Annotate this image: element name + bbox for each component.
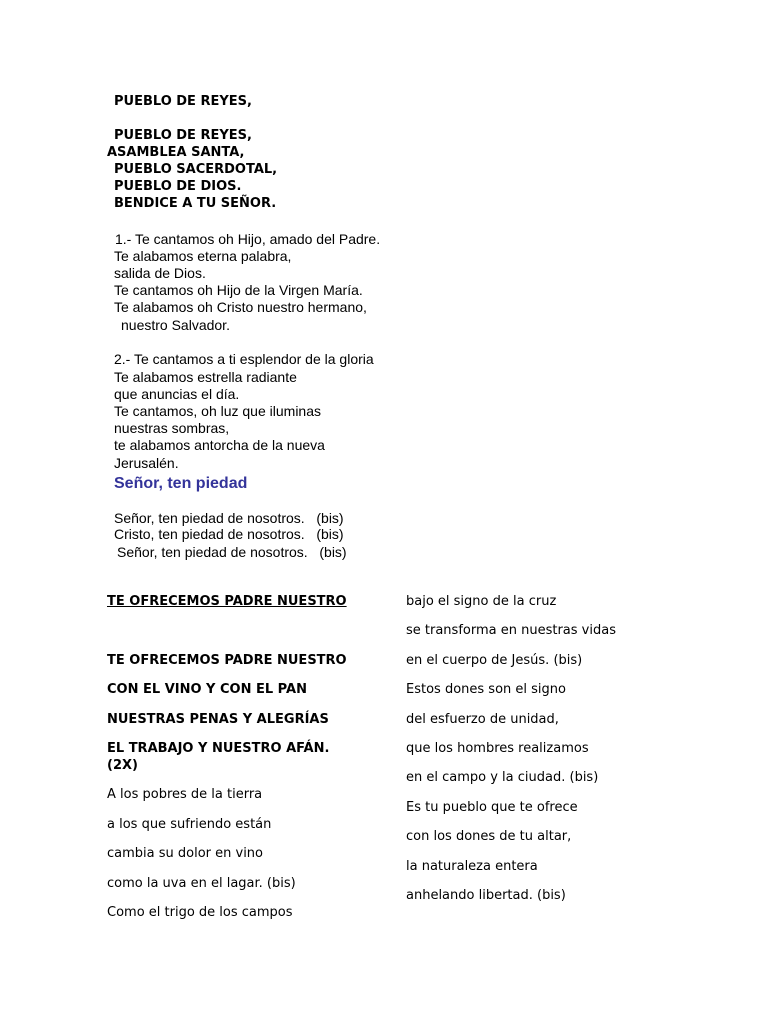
verse-line: Señor, ten piedad de nosotros. (bis) (114, 510, 344, 526)
chorus-line: PUEBLO SACERDOTAL, (114, 162, 278, 177)
verse-line: Señor, ten piedad de nosotros. (bis) (117, 544, 347, 560)
verse-line: con los dones de tu altar, (406, 829, 572, 844)
verse-line: salida de Dios. (114, 265, 206, 281)
verse-line: del esfuerzo de unidad, (406, 712, 559, 727)
song-title: PUEBLO DE REYES, (114, 94, 252, 109)
verse-line: Jerusalén. (114, 455, 179, 471)
chorus-line: TE OFRECEMOS PADRE NUESTRO (107, 653, 347, 668)
chorus-line: NUESTRAS PENAS Y ALEGRÍAS (107, 712, 329, 727)
chorus-line: CON EL VINO Y CON EL PAN (107, 682, 307, 697)
chorus-line: PUEBLO DE REYES, (114, 128, 252, 143)
verse-line: anhelando libertad. (bis) (406, 888, 566, 903)
verse-line: nuestras sombras, (114, 420, 230, 436)
song-title: Señor, ten piedad (114, 475, 248, 492)
verse-line: como la uva en el lagar. (bis) (107, 876, 296, 891)
verse-line: a los que sufriendo están (107, 817, 272, 832)
verse-line: Es tu pueblo que te ofrece (406, 800, 578, 815)
verse-line: A los pobres de la tierra (107, 787, 263, 802)
verse-line: te alabamos antorcha de la nueva (114, 437, 325, 453)
chorus-line: (2X) (107, 758, 138, 773)
verse-line: 1.- Te cantamos oh Hijo, amado del Padre. (115, 231, 381, 247)
verse-line: Te cantamos oh Hijo de la Virgen María. (114, 282, 363, 298)
verse-line: se transforma en nuestras vidas (406, 623, 616, 638)
verse-line: bajo el signo de la cruz (406, 594, 557, 609)
song-title: TE OFRECEMOS PADRE NUESTRO (107, 594, 347, 609)
chorus-line: EL TRABAJO Y NUESTRO AFÁN. (107, 741, 330, 756)
verse-line: 2.- Te cantamos a ti esplendor de la gloria (114, 351, 374, 367)
verse-line: Te alabamos oh Cristo nuestro hermano, (114, 299, 367, 315)
verse-line: cambia su dolor en vino (107, 846, 263, 861)
verse-line: la naturaleza entera (406, 859, 538, 874)
verse-line: Cristo, ten piedad de nosotros. (bis) (114, 526, 344, 542)
verse-line: Como el trigo de los campos (107, 905, 293, 920)
verse-line: Estos dones son el signo (406, 682, 566, 697)
verse-line: en el cuerpo de Jesús. (bis) (406, 653, 583, 668)
chorus-line: PUEBLO DE DIOS. (114, 179, 242, 194)
verse-line: que anuncias el día. (114, 386, 240, 402)
verse-line: nuestro Salvador. (121, 317, 230, 333)
verse-line: que los hombres realizamos (406, 741, 589, 756)
verse-line: Te cantamos, oh luz que iluminas (114, 403, 321, 419)
verse-line: Te alabamos eterna palabra, (114, 248, 292, 264)
verse-line: en el campo y la ciudad. (bis) (406, 770, 599, 785)
verse-line: Te alabamos estrella radiante (114, 369, 297, 385)
chorus-line: BENDICE A TU SEÑOR. (114, 196, 277, 211)
chorus-line: ASAMBLEA SANTA, (107, 145, 245, 160)
